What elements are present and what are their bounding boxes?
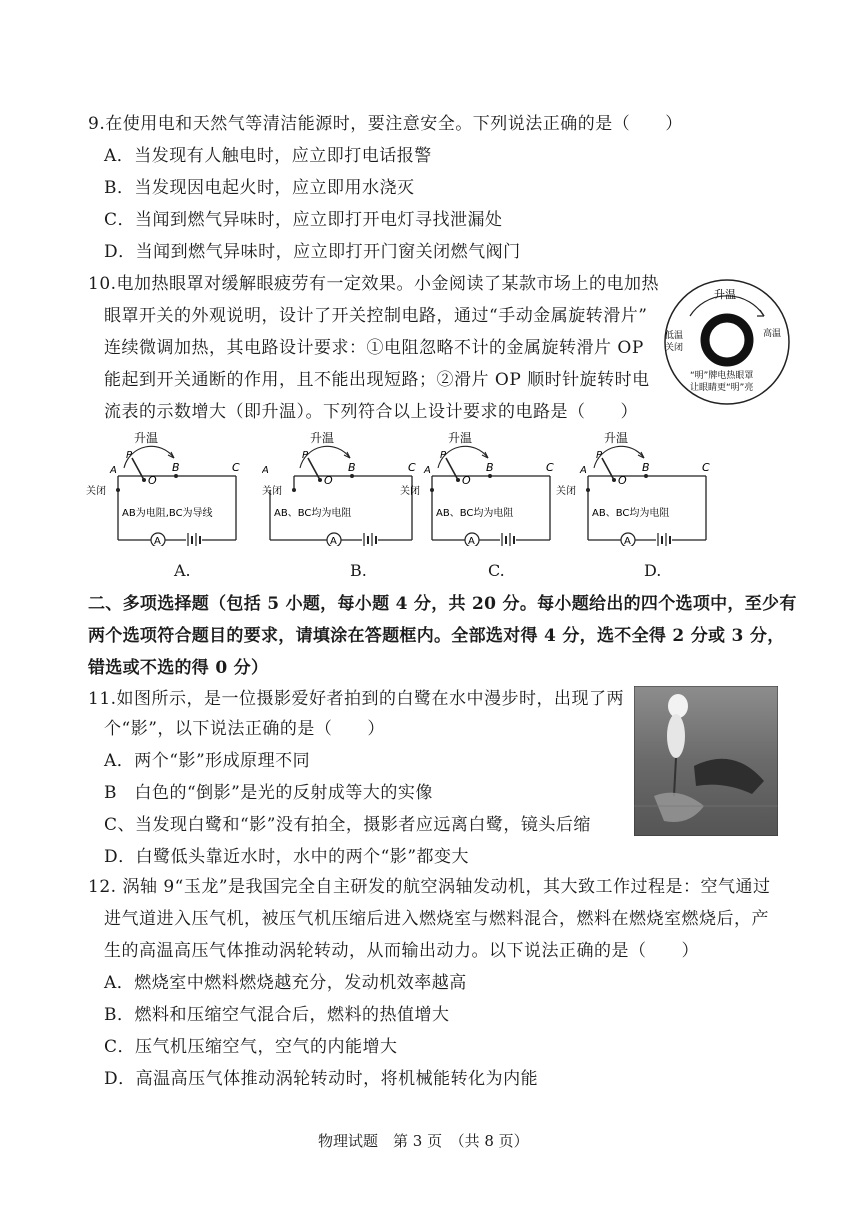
point-c-label: C (408, 461, 416, 474)
off-dot (430, 488, 434, 492)
circuit-label-off: 关闭 (400, 486, 420, 497)
point-a-label: A (424, 465, 431, 476)
node-b-dot (644, 474, 648, 478)
circuit-note: AB、BC均为电阻 (436, 508, 514, 519)
point-p-label: P (302, 450, 309, 461)
point-p-label: P (596, 450, 603, 461)
q11-option-c: C、当发现白鹭和“影”没有拍全，摄影者应远离白鹭，镜头后缩 (104, 815, 591, 835)
q9-option-d: D．当闻到燃气异味时，应立即打开门窗关闭燃气阀门 (104, 242, 521, 262)
q12-line-1: 12. 涡轴 9“玉龙”是我国完全自主研发的航空涡轴发动机，其大致工作过程是：空气通过 (88, 877, 771, 897)
q12-option-b: B．燃料和压缩空气混合后，燃料的热值增大 (104, 1005, 450, 1025)
circuit-label-up: 升温 (604, 431, 629, 445)
off-dot (116, 488, 120, 492)
node-b-dot (488, 474, 492, 478)
slider-op (308, 458, 320, 480)
q11-line-1: 11.如图所示，是一位摄影爱好者拍到的白鹭在水中漫步时，出现了两 (88, 689, 625, 709)
circuit-label-up: 升温 (448, 431, 473, 445)
knob-caption-2: 让眼睛更“明”亮 (690, 383, 754, 393)
point-b-label: B (348, 461, 356, 474)
point-a-label: A (110, 465, 117, 476)
slider-op (446, 458, 458, 480)
point-c-label: C (232, 461, 240, 474)
q9-option-a: A．当发现有人触电时，应立即打电话报警 (104, 146, 432, 166)
section2-line-2: 两个选项符合题目的要求，请填涂在答题框内。全部选对得 4 分，选不全得 2 分或 3 分， (88, 626, 785, 646)
off-dot (292, 488, 296, 492)
knob-label-low: 低温 (665, 331, 684, 341)
circuit-option-letter: C. (488, 561, 505, 580)
circuit-diagram (400, 428, 565, 546)
point-a-label: A (262, 465, 269, 476)
pivot-dot (318, 478, 322, 482)
point-p-label: P (126, 450, 133, 461)
section2-line-1: 二、多项选择题（包括 5 小题，每小题 4 分，共 20 分。每小题给出的四个选项中，至少有 (88, 594, 797, 614)
q11-option-b: B 白色的“倒影”是光的反射成等大的实像 (104, 783, 433, 803)
circuit-label-off: 关闭 (86, 486, 106, 497)
q10-line-3: 连续微调加热，其电路设计要求：①电阻忽略不计的金属旋转滑片 OP (104, 338, 644, 358)
point-b-label: B (642, 461, 650, 474)
q10-line-4: 能起到开关通断的作用，且不能出现短路；②滑片 OP 顺时针旋转时电 (104, 370, 650, 390)
knob-arrow-icon (757, 310, 764, 316)
egret-photo (634, 686, 778, 836)
q10-line-5: 流表的示数增大（即升温）。下列符合以上设计要求的电路是（ ） (104, 402, 638, 422)
ammeter-label: A (468, 536, 475, 546)
section2-line-3: 错选或不选的得 0 分） (88, 658, 269, 678)
circuit-option-letter: D. (644, 561, 662, 580)
circuit-option-letter: A. (174, 561, 191, 580)
q12-line-3: 生的高温高压气体推动涡轮转动，从而输出动力。以下说法正确的是（ ） (104, 941, 699, 961)
point-b-label: B (486, 461, 494, 474)
q10-line-1: 10.电加热眼罩对缓解眼疲劳有一定效果。小金阅读了某款市场上的电加热 (88, 274, 660, 294)
knob-label-high: 高温 (763, 329, 782, 339)
q9-option-c: C．当闻到燃气异味时，应立即打开电灯寻找泄漏处 (104, 210, 503, 230)
circuit-label-up: 升温 (310, 431, 335, 445)
q9-option-b: B．当发现因电起火时，应立即用水浇灭 (104, 178, 415, 198)
q10-line-2: 眼罩开关的外观说明，设计了开关控制电路，通过“手动金属旋转滑片” (104, 306, 648, 326)
circuit-label-off: 关闭 (556, 486, 576, 497)
pivot-dot (142, 478, 146, 482)
pivot-dot (612, 478, 616, 482)
knob-dial (705, 318, 749, 362)
page-footer: 物理试题 第 3 页 （共 8 页） (318, 1132, 529, 1150)
point-p-label: P (440, 450, 447, 461)
slider-op (132, 458, 144, 480)
circuit-label-off: 关闭 (262, 486, 282, 497)
ammeter-label: A (624, 536, 631, 546)
q11-line-2: 个“影”，以下说法正确的是（ ） (104, 719, 385, 739)
q11-option-a: A．两个“影”形成原理不同 (104, 751, 311, 771)
knob-figure (660, 278, 795, 408)
ammeter-label: A (330, 536, 337, 546)
circuit-diagram (556, 428, 721, 546)
node-b-dot (350, 474, 354, 478)
q11-option-d: D．白鹭低头靠近水时，水中的两个“影”都变大 (104, 847, 470, 867)
ammeter-label: A (154, 536, 161, 546)
circuit-diagram (86, 428, 251, 546)
circuit-note: AB为电阻,BC为导线 (122, 508, 213, 519)
circuit-note: AB、BC均为电阻 (274, 508, 352, 519)
knob-caption-1: “明”牌电热眼罩 (690, 371, 754, 381)
pivot-dot (456, 478, 460, 482)
point-c-label: C (702, 461, 710, 474)
point-o-label: O (462, 474, 471, 487)
node-b-dot (174, 474, 178, 478)
q12-option-d: D．高温高压气体推动涡轮转动时，将机械能转化为内能 (104, 1069, 539, 1089)
point-o-label: O (618, 474, 627, 487)
q9-stem: 9.在使用电和天然气等清洁能源时，要注意安全。下列说法正确的是（ ） (88, 114, 683, 134)
q12-line-2: 进气道进入压气机，被压气机压缩后进入燃烧室与燃料混合，燃料在燃烧室燃烧后，产 (104, 909, 769, 929)
point-a-label: A (580, 465, 587, 476)
off-dot (586, 488, 590, 492)
circuit-note: AB、BC均为电阻 (592, 508, 670, 519)
q12-option-c: C．压气机压缩空气，空气的内能增大 (104, 1037, 398, 1057)
point-o-label: O (324, 474, 333, 487)
slider-op (602, 458, 614, 480)
circuit-label-up: 升温 (134, 431, 159, 445)
knob-label-off: 关闭 (665, 343, 684, 353)
point-o-label: O (148, 474, 157, 487)
point-c-label: C (546, 461, 554, 474)
point-b-label: B (172, 461, 180, 474)
circuit-option-letter: B. (350, 561, 367, 580)
knob-label-up: 升温 (714, 288, 736, 301)
q12-option-a: A．燃烧室中燃料燃烧越充分，发动机效率越高 (104, 973, 467, 993)
